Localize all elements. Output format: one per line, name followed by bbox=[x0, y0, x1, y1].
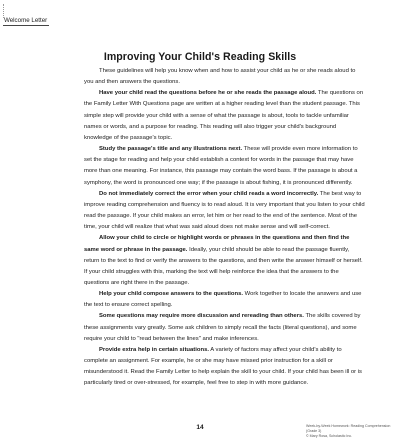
body-text bbox=[84, 66, 365, 390]
paragraph-discussion bbox=[84, 311, 365, 344]
paragraph-lead: Allow your child to circle or highlight words or phrases in the questions and then find the same word or phrase in the passage. bbox=[84, 235, 350, 253]
paragraph-text: Ideally, your child should be able to read the passage fluently, return to the text to find or verify the answers to the questions, and then write the answer himself or herself. If your child struggles with this, marking the text will help reinforce the idea that the answers to the questions are right there in the passage. bbox=[84, 246, 363, 286]
paragraph-lead: Help your child compose answers to the questions. bbox=[99, 291, 244, 298]
paragraph-text: A variety of factors may affect your child's ability to complete an assignment. For example, he or she may have missed prior instruction for a skill or misunderstood it. Read the Family Letter to help explain the skill to your child. If your child has been ill or is particularly tired or over-stressed, for example, feel free to step in with more guidance. bbox=[84, 346, 362, 387]
paragraph-text: Work together to locate the answers and use the text to ensure correct spelling. bbox=[84, 291, 362, 309]
credit-line-1: Week-by-Week Homework: Reading Comprehension (Grade 3) bbox=[306, 424, 391, 433]
dotted-margin-marker bbox=[3, 4, 5, 18]
page-number: 14 bbox=[196, 424, 204, 431]
paragraph-text: The questions on the Family Letter With Questions page are written at a higher reading level than the student passage. This simple step will provide your child with a sense of what the passage is about, tools to tackle unfamiliar names or words, and a purpose for reading. This reading will also trigger your child's background knowledge of the passage's topic. bbox=[84, 90, 364, 141]
paragraph-text: The skills covered by these assignments vary greatly. Some ask children to simply recall the facts (literal questions), and some require your child to "read between the lines" and make inferences. bbox=[84, 313, 361, 342]
paragraph-read-questions bbox=[84, 88, 365, 144]
section-label: Welcome Letter bbox=[4, 17, 48, 24]
paragraph-lead: Do not immediately correct the error when your child reads a word incorrectly. bbox=[99, 190, 319, 197]
page-title: Improving Your Child's Reading Skills bbox=[103, 51, 297, 63]
paragraph-lead: Provide extra help in certain situations. bbox=[99, 346, 209, 353]
paragraph-do-not-correct bbox=[84, 189, 365, 234]
copyright-credit bbox=[306, 424, 394, 439]
paragraph-extra-help bbox=[84, 345, 365, 390]
paragraph-lead: Some questions may require more discussion and rereading than others. bbox=[99, 313, 304, 320]
paragraph-text: The best way to improve reading comprehension and fluency is to read aloud. It is very important that you listen to your child read the passage. If your child makes an error, let him or her read to the end of the sentence. Most of the time, your child will realize that what was said aloud does not make sense and will self-correct. bbox=[84, 190, 365, 231]
paragraph-compose-answers bbox=[84, 289, 365, 311]
paragraph-text: These will provide even more information to set the stage for reading and help your child establish a context for words in the passage that may have more than one meaning. For instance, this passage may contain the word bass. If the passage is about a symphony, the word is pronounced one way; if the passage is about fishing, it is pronounced differently. bbox=[84, 146, 358, 186]
credit-line-2: © Mary Rosa, Scholastic Inc. bbox=[306, 434, 353, 438]
paragraph-lead: Have your child read the questions before he or she reads the passage aloud. bbox=[99, 90, 317, 97]
paragraph-intro: These guidelines will help you know when and how to assist your child as he or she reads aloud to you and then answers the questions. bbox=[84, 68, 356, 86]
paragraph-lead: Study the passage's title and any illustrations next. bbox=[99, 146, 243, 153]
paragraph-study-title bbox=[84, 144, 365, 189]
header-rule bbox=[3, 25, 49, 26]
paragraph-circle-words bbox=[84, 233, 365, 289]
